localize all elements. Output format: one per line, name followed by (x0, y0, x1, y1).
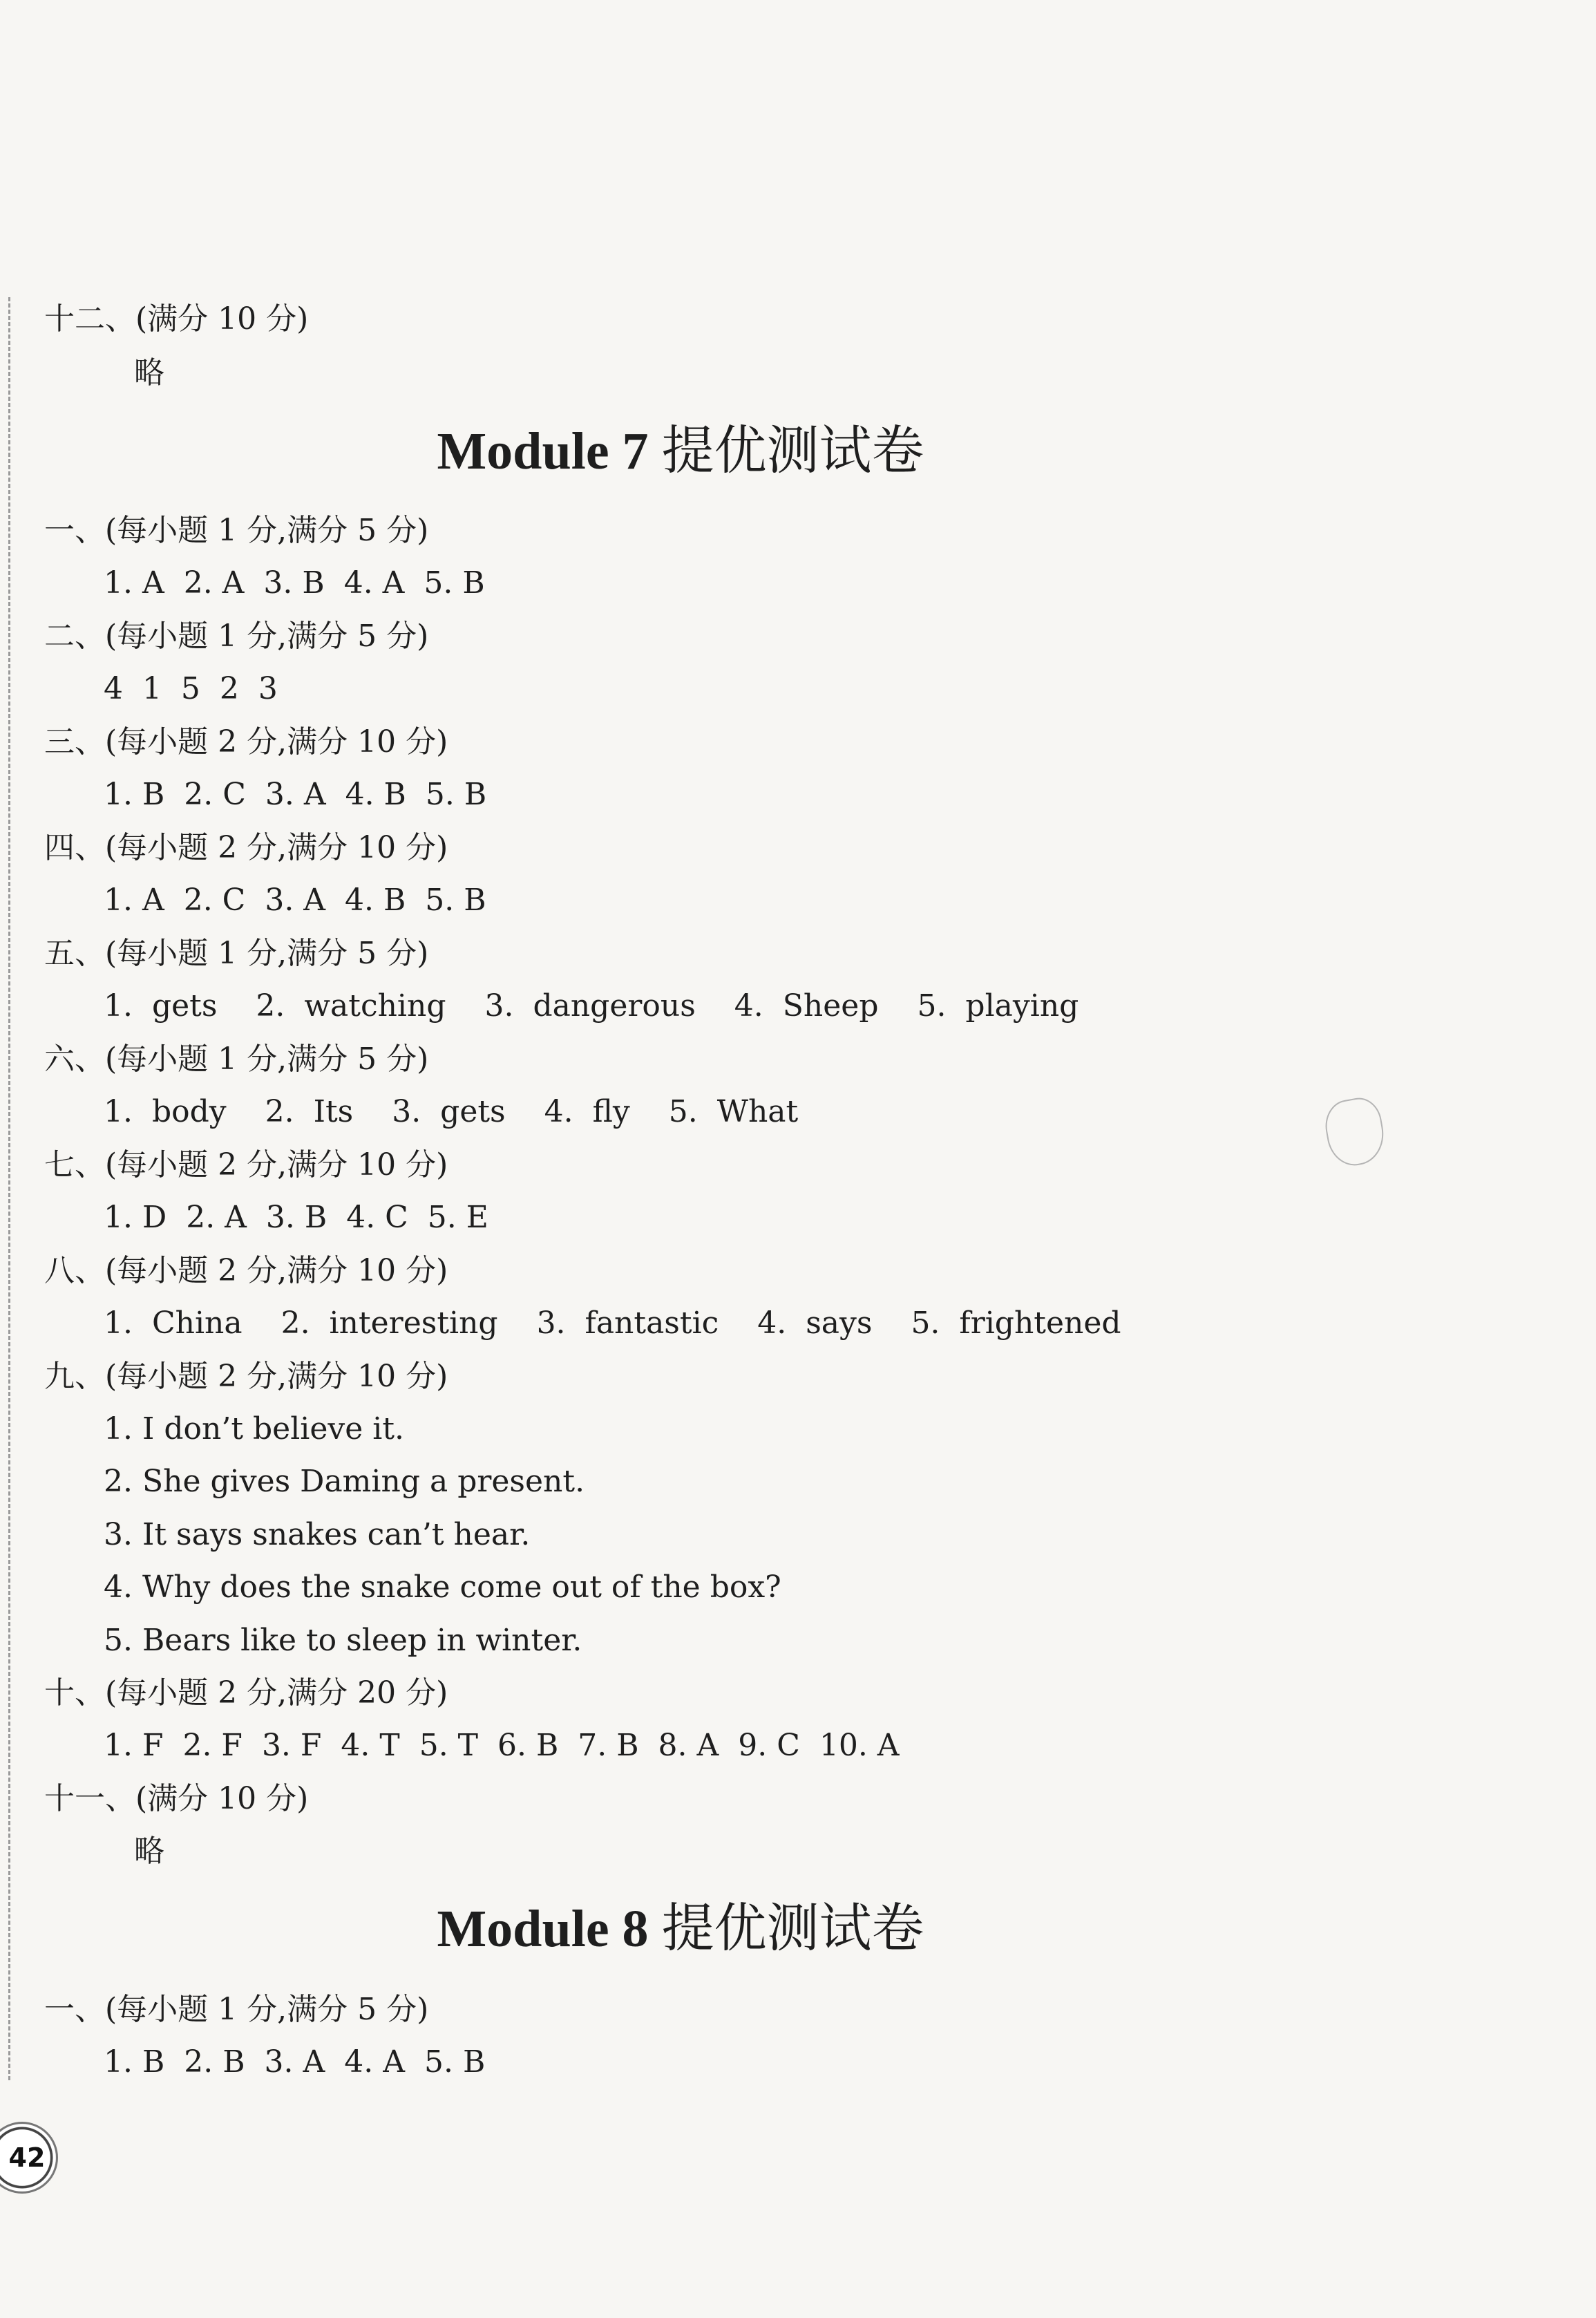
section-header: 九、(每小题 2 分,满分 10 分) (44, 1359, 448, 1394)
section-header: 二、(每小题 1 分,满分 5 分) (44, 619, 429, 654)
module8-title-en: Module 8 (437, 1900, 649, 1958)
sentence-answer: 5. Bears like to sleep in winter. (104, 1623, 582, 1658)
page-number-badge (0, 2122, 58, 2194)
module8-title (0, 1898, 1361, 1960)
stamp-mark-icon (1321, 1095, 1388, 1170)
sentence-answer: 3. It says snakes can’t hear. (104, 1517, 531, 1552)
section-answer: 略 (134, 355, 164, 390)
section-answer: 1. A 2. A 3. B 4. A 5. B (104, 565, 485, 601)
section-header: 三、(每小题 2 分,满分 10 分) (44, 724, 448, 760)
section-header: 十一、(满分 10 分) (44, 1781, 309, 1816)
module7-title (0, 420, 1361, 482)
section-answer: 1. China 2. interesting 3. fantastic 4. says 5. frightened (104, 1306, 1121, 1341)
section-header: 五、(每小题 1 分,满分 5 分) (44, 936, 429, 971)
sentence-answer: 4. Why does the snake come out of the box? (104, 1570, 781, 1605)
section-answer: 1. D 2. A 3. B 4. C 5. E (104, 1200, 488, 1235)
section-answer: 1. body 2. Its 3. gets 4. fly 5. What (104, 1094, 799, 1129)
section-answer: 1. B 2. C 3. A 4. B 5. B (104, 777, 487, 812)
section-header: 六、(每小题 1 分,满分 5 分) (44, 1042, 429, 1077)
section-answer: 4 1 5 2 3 (104, 671, 278, 706)
module7-title-en: Module 7 (437, 422, 649, 480)
module7-title-cn: 提优测试卷 (661, 422, 924, 480)
binding-margin-rule (8, 297, 12, 2080)
section-header: 七、(每小题 2 分,满分 10 分) (44, 1147, 448, 1182)
section-answer: 1. F 2. F 3. F 4. T 5. T 6. B 7. B 8. A 9. C 10. A (104, 1728, 900, 1763)
section-header: 八、(每小题 2 分,满分 10 分) (44, 1253, 448, 1288)
sentence-answer: 2. She gives Daming a present. (104, 1464, 585, 1499)
module8-title-cn: 提优测试卷 (661, 1900, 924, 1958)
section-header: 一、(每小题 1 分,满分 5 分) (44, 513, 429, 548)
section-answer: 1. A 2. C 3. A 4. B 5. B (104, 883, 486, 918)
section-answer: 1. gets 2. watching 3. dangerous 4. Sheep 5. playing (104, 988, 1079, 1024)
section-header: 四、(每小题 2 分,满分 10 分) (44, 830, 448, 865)
section-answer: 略 (134, 1834, 164, 1869)
section-header: 一、(每小题 1 分,满分 5 分) (44, 1992, 429, 2027)
section-header: 十、(每小题 2 分,满分 20 分) (44, 1675, 448, 1711)
page-number: 42 (8, 2142, 46, 2173)
sentence-answer: 1. I don’t believe it. (104, 1411, 404, 1447)
section-header: 十二、(满分 10 分) (44, 301, 309, 337)
section-answer: 1. B 2. B 3. A 4. A 5. B (104, 2044, 486, 2080)
